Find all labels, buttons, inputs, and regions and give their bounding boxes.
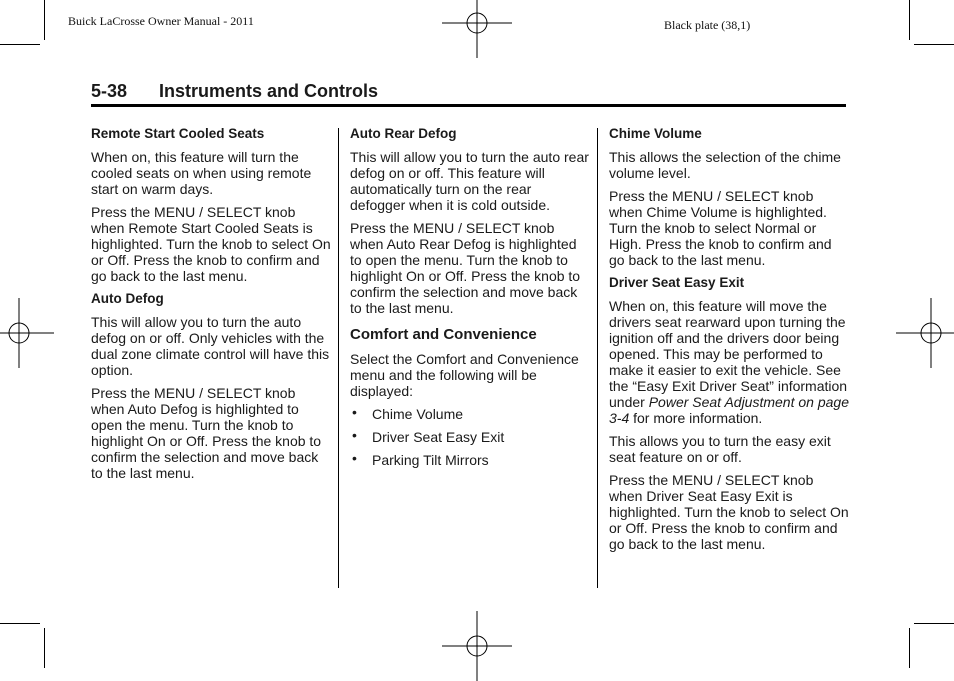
crop-mark-bl-h [0,623,40,624]
list-item-label: Driver Seat Easy Exit [372,429,505,445]
registration-mark-top [442,0,512,58]
paragraph: Select the Comfort and Convenience menu and the following will be displayed: [350,351,579,399]
paragraph: This will allow you to turn the auto defog on or off. Only vehicles with the dual zone climate control will have this option. [91,314,330,378]
bullet-icon: • [352,404,357,420]
menu-options-list [350,406,590,468]
list-item-label: Chime Volume [372,406,464,422]
registration-mark-right [896,298,954,368]
crop-mark-tr-v [909,0,910,40]
bullet-icon: • [352,427,357,443]
column-1 [91,126,331,488]
paragraph: When on, this feature will turn the cooled seats on when using remote start on warm days. [91,149,312,197]
crop-mark-br-h [914,623,954,624]
paragraph-with-reference [609,298,849,426]
paragraph: Press the MENU / SELECT knob when Auto Defog is highlighted to open the menu. Turn the knob to highlight On or Off. Press the knob to confirm the selection and move back to the last menu. [91,385,322,481]
print-header-left: Buick LaCrosse Owner Manual - 2011 [68,14,254,28]
heading-driver-seat-easy-exit: Driver Seat Easy Exit [609,275,745,290]
paragraph: Press the MENU / SELECT knob when Auto Rear Defog is highlighted to open the menu. Turn the knob to highlight On or Off. Press the knob to confirm the selection and move back to the last menu. [350,220,581,316]
page-header [91,80,846,107]
heading-auto-defog: Auto Defog [91,291,164,306]
list-item [350,406,590,422]
crop-mark-tl-h [0,44,40,45]
cross-reference-page[interactable]: page 3-4 [609,394,849,426]
crop-mark-bl-v [44,628,45,668]
heading-remote-start-cooled-seats: Remote Start Cooled Seats [91,126,265,141]
column-divider-1 [338,128,339,588]
registration-mark-bottom [442,611,512,681]
paragraph: Press the MENU / SELECT knob when Remote Start Cooled Seats is highlighted. Turn the knob to select On or Off. Press the knob to confirm and go back to the last menu. [91,204,331,284]
registration-mark-left [0,298,54,368]
page-number: 5-38 [91,81,128,101]
heading-comfort-and-convenience: Comfort and Convenience [350,326,537,343]
column-3 [609,126,849,559]
column-divider-2 [597,128,598,588]
column-2 [350,126,590,475]
bullet-icon: • [352,450,357,466]
paragraph: This allows the selection of the chime volume level. [609,149,841,181]
paragraph-text: for more information. [633,410,763,426]
heading-auto-rear-defog: Auto Rear Defog [350,126,457,141]
paragraph: This allows you to turn the easy exit seat feature on or off. [609,433,831,465]
paragraph-text: When on, this feature will move the drivers seat rearward upon turning the ignition off and the drivers door being opened. This may be performed to make it easier to exit the vehicle. See the “Easy Exit Driver Seat” information under [609,298,848,410]
crop-mark-br-v [909,628,910,668]
cross-reference-link[interactable]: Power Seat Adjustment on [648,394,814,410]
list-item-label: Parking Tilt Mirrors [372,452,489,468]
paragraph: This will allow you to turn the auto rear defog on or off. This feature will automatically turn on the rear defogger when it is cold outside. [350,149,589,213]
paragraph: Press the MENU / SELECT knob when Driver Seat Easy Exit is highlighted. Turn the knob to select On or Off. Press the knob to confirm and go back to the last menu. [609,472,849,552]
paragraph: Press the MENU / SELECT knob when Chime Volume is highlighted. Turn the knob to select Normal or High. Press the knob to confirm and go back to the last menu. [609,188,832,268]
crop-mark-tr-h [914,44,954,45]
list-item [350,429,590,445]
section-title: Instruments and Controls [159,81,379,101]
list-item [350,452,590,468]
heading-chime-volume: Chime Volume [609,126,702,141]
print-header-right: Black plate (38,1) [664,18,751,32]
crop-mark-tl-v [44,0,45,40]
